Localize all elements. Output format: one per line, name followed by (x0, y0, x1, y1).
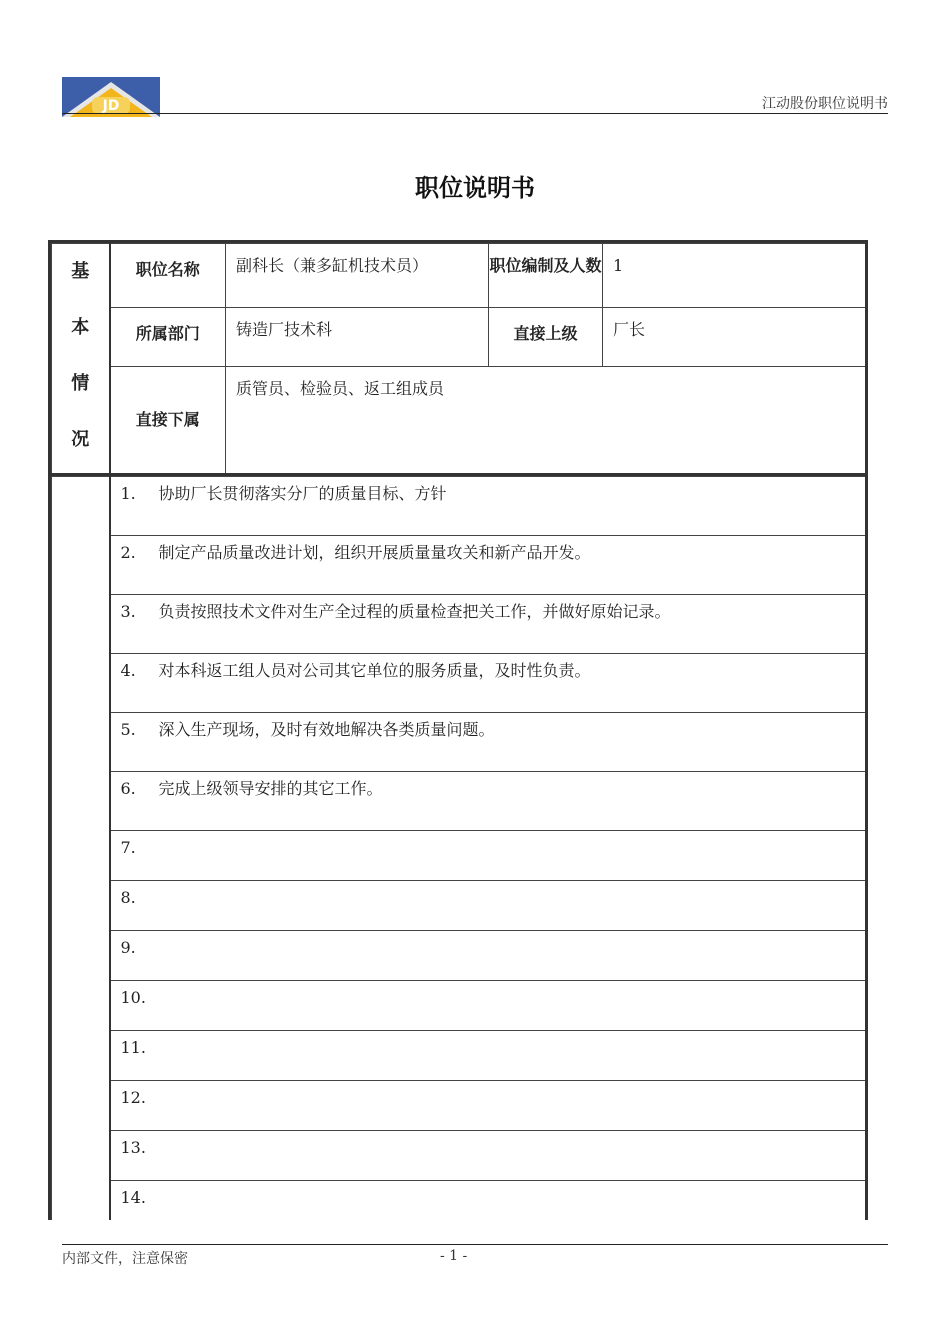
duty-item: 2. 制定产品质量改进计划，组织开展质量量攻关和新产品开发。 (110, 536, 866, 595)
section-char: 本 (71, 317, 90, 338)
job-description-form (48, 240, 868, 1220)
duty-item: 7. (110, 831, 866, 881)
company-logo (62, 77, 160, 117)
superior-value: 厂长 (603, 308, 866, 367)
footer-confidential-note: 内部文件，注意保密 (62, 1251, 188, 1267)
page-title: 职位说明书 (415, 174, 535, 202)
page-number: - 1 - (440, 1248, 468, 1264)
footer-divider (62, 1244, 888, 1245)
duties-table (51, 476, 866, 1220)
duty-item: 13. (110, 1131, 866, 1181)
section-char: 情 (71, 373, 90, 394)
duty-item: 11. (110, 1031, 866, 1081)
header-divider (62, 113, 888, 114)
duty-item: 4. 对本科返工组人员对公司其它单位的服务质量，及时性负责。 (110, 654, 866, 713)
subordinates-value: 质管员、检验员、返工组成员 (226, 367, 866, 475)
basic-info-table (51, 243, 866, 476)
duty-item: 3. 负责按照技术文件对生产全过程的质量检查把关工作，并做好原始记录。 (110, 595, 866, 654)
duty-item: 5. 深入生产现场，及时有效地解决各类质量问题。 (110, 713, 866, 772)
subordinates-label: 直接下属 (110, 367, 226, 475)
duties-section-label (52, 477, 110, 1221)
duty-item: 8. (110, 881, 866, 931)
duty-item: 1. 协助厂长贯彻落实分厂的质量目标、方针 (110, 477, 866, 536)
svg-text:JD: JD (102, 98, 120, 114)
duty-item: 14. (110, 1181, 866, 1221)
duty-item: 10. (110, 981, 866, 1031)
headcount-label: 职位编制及人数 (489, 244, 603, 308)
duty-item: 6. 完成上级领导安排的其它工作。 (110, 772, 866, 831)
section-char: 基 (71, 261, 90, 282)
header-doc-title: 江动股份职位说明书 (762, 96, 888, 112)
position-name-label: 职位名称 (110, 244, 226, 308)
duty-item: 12. (110, 1081, 866, 1131)
department-value: 铸造厂技术科 (226, 308, 489, 367)
duty-item: 9. (110, 931, 866, 981)
basic-info-section-label (52, 244, 110, 475)
superior-label: 直接上级 (489, 308, 603, 367)
headcount-value: 1 (603, 244, 866, 308)
department-label: 所属部门 (110, 308, 226, 367)
position-name-value: 副科长（兼多缸机技术员） (226, 244, 489, 308)
section-char: 况 (71, 429, 90, 450)
